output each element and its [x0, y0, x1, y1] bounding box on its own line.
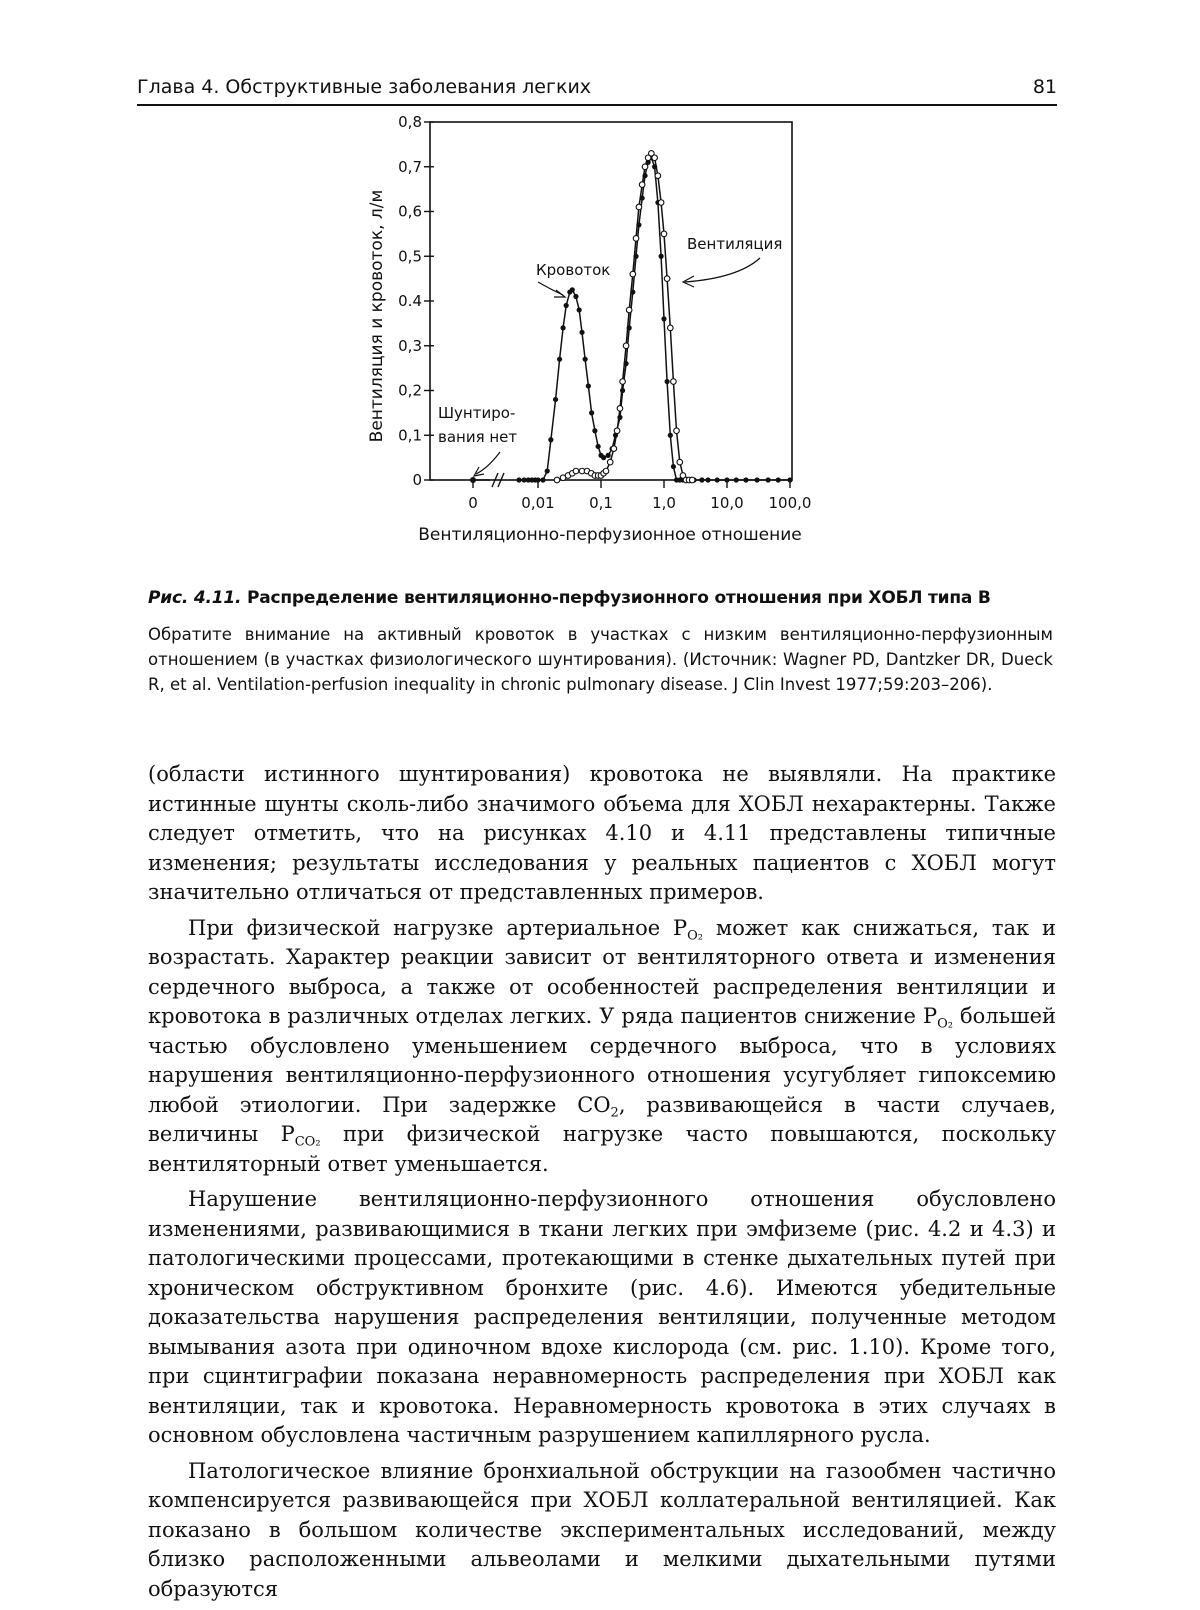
data-point: [766, 477, 771, 482]
zero-segment: [470, 477, 490, 483]
data-point: [642, 164, 648, 170]
p2-subscript-4: CO₂: [294, 1134, 321, 1150]
running-head: [137, 76, 1057, 98]
x-tick-label: 1,0: [652, 494, 676, 512]
p2-subscript-1: O₂: [687, 928, 704, 944]
data-point: [671, 464, 676, 469]
data-point: [724, 477, 729, 482]
data-point: [548, 437, 553, 442]
data-point: [661, 316, 666, 321]
data-point: [607, 459, 613, 465]
p2-text-e: при физической нагрузке часто повышаются, поскольку вентиляторный ответ уменьшается.: [148, 1122, 1057, 1176]
data-point: [516, 477, 521, 482]
data-point: [630, 271, 636, 277]
paragraph-2: [148, 914, 1056, 1180]
x-tick-label: 0,1: [589, 494, 613, 512]
p2-text-b: может как снижаться, так и возрастать. Характер реакции зависит от вентиляторного ответа и изменения сердечного выброса, а также от особенностей распределения вентиляции и кровотока в различных отделах легких. У ряда пациентов снижение P: [148, 915, 1056, 1028]
data-point: [787, 477, 792, 482]
data-point: [606, 453, 611, 458]
paragraph-4: Патологическое влияние бронхиальной обструкции на газообмен частично компенсируется развивающейся при ХОБЛ коллатеральной вентиляцией. Как показано в большом количестве экспериментальных исследований, между близко расположенными альвеолами и мелкими дыхательными путями образуются: [148, 1458, 1056, 1601]
data-point: [754, 477, 759, 482]
y-axis-title: Вентиляция и кровоток, л/м: [367, 189, 387, 443]
running-head-title: Глава 4. Обструктивные заболевания легких: [137, 76, 592, 98]
caption-text: Обратите внимание на активный кровоток в участках с низким вентиляционно-перфузионным отношением (в участках физиологического шунтирования). (Источник: Wagner PD, Dantzker DR, Dueck R, et al. Ventilation-perfusion inequality in chronic pulmonary disease. J Clin Invest 1977;59:203–206).: [148, 625, 1053, 694]
caption-title: [148, 588, 1053, 608]
paragraph-1: (области истинного шунтирования) кровотока не выявляли. На практике истинные шунты сколь-либо значимого объема для ХОБЛ нехарактерны. Также следует отметить, что на рисунках 4.10 и 4.11 представлены типичные изменения; результаты исследования у реальных пациентов с ХОБЛ могут значительно отличаться от представленных примеров.: [148, 762, 1056, 904]
data-point: [577, 307, 582, 312]
data-point: [652, 155, 658, 161]
data-point: [636, 204, 642, 210]
header-rule: [137, 104, 1057, 106]
y-tick-label: 0,2: [398, 381, 422, 400]
y-tick-label: 0,5: [398, 247, 422, 266]
shunt-label-line1: Шунтиро-: [438, 404, 516, 422]
data-point: [617, 406, 623, 412]
p2-text-a: При физической нагрузке артериальное P: [188, 915, 688, 940]
data-point: [659, 254, 664, 259]
data-point: [545, 468, 550, 473]
series-line: [557, 153, 692, 480]
data-point: [583, 357, 588, 362]
y-tick-label: 0,7: [398, 157, 422, 176]
data-point: [586, 383, 591, 388]
data-point: [603, 468, 609, 474]
data-point: [601, 455, 606, 460]
data-point: [573, 294, 578, 299]
page-number: 81: [1032, 76, 1057, 98]
data-point: [715, 477, 720, 482]
data-point: [596, 444, 601, 449]
figure-number: Рис. 4.11.: [148, 588, 242, 608]
figure-caption: [148, 588, 1053, 697]
y-tick-label: 0,6: [398, 202, 422, 221]
data-point: [699, 477, 704, 482]
p2-text-d: , развивающейся в части случаев, величины P: [148, 1092, 1056, 1146]
data-point: [689, 477, 695, 483]
data-point: [560, 325, 565, 330]
data-point: [573, 468, 579, 474]
data-point: [677, 459, 683, 465]
data-point: [705, 477, 710, 482]
paragraph-3: Нарушение вентиляционно-перфузионного отношения обусловлено изменениями, развивающимися в ткани легких при эмфиземе (рис. 4.2 и 4.3) и патологическими процессами, протекающими в стенке дыхательных путей при хроническом обструктивном бронхите (рис. 4.6). Имеются убедительные доказательства нарушения распределения вентиляции, полученные методом вымывания азота при одиночном вдохе кислорода (см. рис. 1.10). Кроме того, при сцинтиграфии показана неравномерность распределения при ХОБЛ как вентиляции, так и кровотока. Неравномерность кровотока в этих случаях в основном обусловлена частичным разрушением капиллярного русла.: [148, 1187, 1056, 1447]
body-text: [148, 760, 1056, 1610]
data-point: [620, 379, 626, 385]
data-point: [743, 477, 748, 482]
data-point: [554, 477, 560, 483]
y-tick-label: 0,8: [398, 113, 422, 131]
data-point: [623, 343, 629, 349]
y-tick-label: 0: [412, 471, 422, 489]
data-point: [658, 200, 664, 206]
data-point: [633, 236, 639, 242]
y-tick-label: 0,3: [398, 336, 422, 355]
data-point: [611, 446, 617, 452]
data-point: [668, 433, 673, 438]
y-tick-label: 0.4: [398, 292, 422, 310]
x-tick-label: 100,0: [768, 494, 812, 512]
data-point: [734, 477, 739, 482]
data-point: [639, 182, 645, 188]
data-point: [614, 428, 620, 434]
figure-title: Распределение вентиляционно-перфузионного отношения при ХОБЛ типа В: [246, 588, 991, 608]
data-point: [470, 477, 476, 483]
ventilation-leader: [685, 258, 760, 282]
data-point: [589, 410, 594, 415]
p2-subscript-3: 2: [610, 1105, 619, 1121]
series-blood-flow: [516, 155, 792, 482]
ventilation-label: Вентиляция: [687, 235, 783, 253]
blood-flow-label: Кровоток: [536, 261, 611, 279]
series-line: [519, 158, 790, 480]
x-tick-label: 0,01: [521, 494, 555, 512]
data-point: [668, 325, 674, 331]
series-ventilation: [554, 151, 695, 483]
data-point: [570, 287, 575, 292]
shunt-label-line2: вания нет: [438, 428, 518, 446]
shunt-arrowhead: [474, 467, 484, 476]
p2-text-c: большей частью обусловлено уменьшением сердечного выброса, что в условиях нарушения вентиляционно-перфузионного отношения усугубляет гипоксемию любой этиологии. При задержке CO: [148, 1004, 1056, 1117]
shunt-leader: [476, 452, 500, 474]
x-tick-label: 0: [468, 494, 478, 512]
data-point: [557, 357, 562, 362]
x-axis-title: Вентиляционно-перфузионное отношение: [418, 525, 802, 545]
data-point: [553, 397, 558, 402]
data-point: [655, 173, 661, 179]
data-point: [579, 330, 584, 335]
data-point: [540, 477, 545, 482]
data-point: [665, 379, 670, 384]
data-point: [671, 379, 677, 385]
va-q-distribution-chart: [360, 112, 840, 552]
y-tick-label: 0,1: [398, 426, 422, 445]
data-point: [564, 303, 569, 308]
data-point: [592, 428, 597, 433]
p2-subscript-2: O₂: [937, 1016, 953, 1032]
data-point: [664, 276, 670, 282]
data-point: [535, 477, 540, 482]
data-point: [661, 231, 667, 237]
data-point: [776, 477, 781, 482]
data-point: [674, 428, 680, 434]
data-point: [626, 307, 632, 313]
x-tick-label: 10,0: [710, 494, 744, 512]
